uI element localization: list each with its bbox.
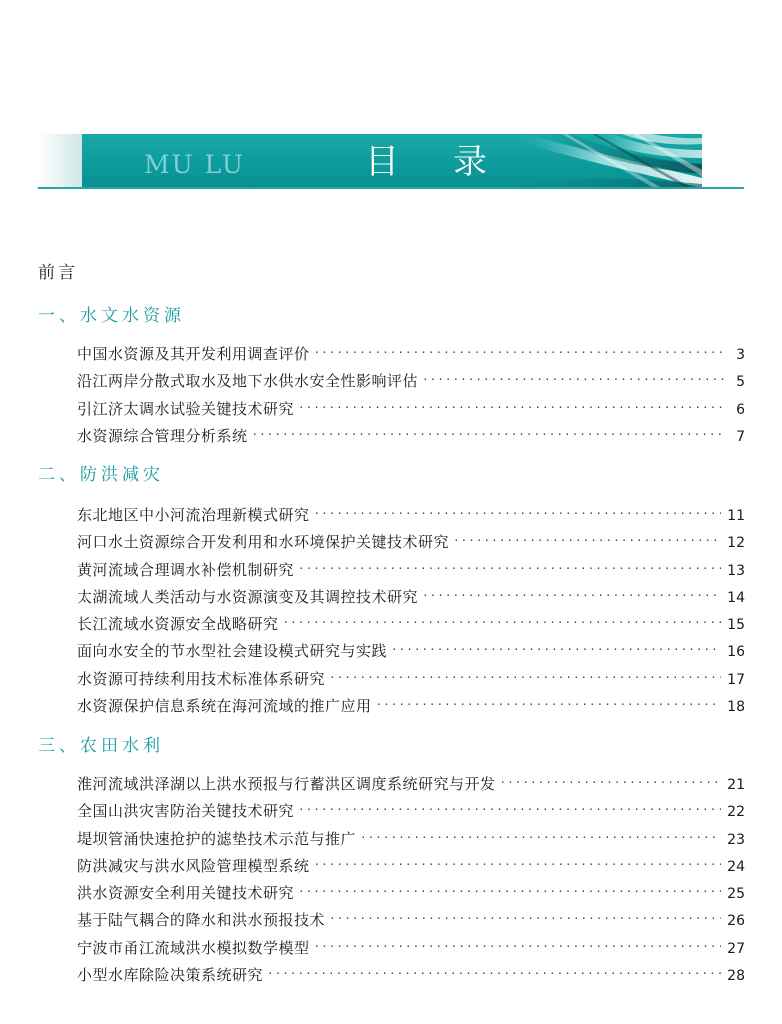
toc-entry-title: 水资源可持续利用技术标准体系研究: [77, 669, 326, 688]
toc-entry-page: 11: [727, 508, 745, 524]
toc-entry-page: 21: [727, 777, 745, 793]
toc-entry[interactable]: [77, 856, 745, 883]
dot-leader: [267, 964, 721, 984]
toc-entry[interactable]: [77, 829, 745, 856]
toc-entry-page: 12: [727, 535, 745, 552]
toc-entry-page: 6: [736, 401, 745, 418]
toc-entry[interactable]: [77, 371, 745, 398]
toc-header-banner: [38, 134, 744, 190]
dot-leader: [329, 909, 721, 929]
toc-entry[interactable]: [77, 399, 745, 426]
toc-entry[interactable]: [77, 883, 745, 910]
toc-entry-title: 基于陆气耦合的降水和洪水预报技术: [77, 911, 326, 930]
preface-label[interactable]: 前言: [38, 263, 78, 283]
water-wave-decoration-icon: [492, 134, 702, 188]
dot-leader: [298, 559, 721, 579]
dot-leader: [422, 586, 721, 606]
toc-entry-page: 18: [727, 699, 745, 716]
toc-entry[interactable]: [77, 532, 745, 559]
toc-entry[interactable]: [77, 641, 745, 668]
toc-entry[interactable]: [77, 614, 745, 641]
toc-entry-page: 22: [727, 804, 745, 821]
toc-list-hydrology: [77, 344, 745, 453]
toc-entry-page: 24: [727, 858, 745, 875]
dot-leader: [422, 370, 725, 390]
toc-entry-page: 15: [727, 617, 745, 634]
toc-entry[interactable]: [77, 910, 745, 937]
section-title-irrigation: 三、农田水利: [38, 736, 164, 756]
toc-entry[interactable]: [77, 669, 745, 696]
toc-entry-page: 7: [736, 428, 745, 445]
toc-entry-page: 27: [727, 940, 745, 957]
toc-entry-title: 太湖流域人类活动与水资源演变及其调控技术研究: [77, 587, 419, 606]
toc-entry-title: 淮河流域洪泽湖以上洪水预报与行蓄洪区调度系统研究与开发: [77, 775, 496, 793]
banner-bar: [82, 134, 702, 188]
dot-leader: [391, 640, 721, 660]
dot-leader: [314, 855, 722, 875]
toc-entry-title: 全国山洪灾害防治关键技术研究: [77, 802, 295, 821]
toc-entry[interactable]: [77, 801, 745, 828]
toc-entry-title: 中国水资源及其开发利用调查评价: [77, 345, 310, 363]
toc-entry-page: 3: [736, 347, 745, 363]
toc-entry-title: 河口水土资源综合开发利用和水环境保护关键技术研究: [77, 533, 450, 552]
dot-leader: [314, 343, 725, 363]
toc-entry-page: 25: [727, 886, 745, 903]
dot-leader: [314, 504, 722, 524]
banner-title-chinese: 目录: [365, 142, 541, 182]
toc-entry[interactable]: [77, 560, 745, 587]
dot-leader: [376, 695, 722, 715]
dot-leader: [298, 398, 725, 418]
toc-entry-title: 小型水库除险决策系统研究: [77, 966, 264, 985]
toc-entry[interactable]: [77, 344, 745, 371]
toc-entry-title: 黄河流域合理调水补偿机制研究: [77, 560, 295, 579]
dot-leader: [283, 613, 722, 633]
toc-entry[interactable]: [77, 965, 745, 992]
dot-leader: [360, 828, 721, 848]
toc-entry-page: 13: [727, 562, 745, 579]
toc-entry[interactable]: [77, 774, 745, 801]
toc-entry-title: 防洪减灾与洪水风险管理模型系统: [77, 856, 310, 875]
toc-entry-title: 面向水安全的节水型社会建设模式研究与实践: [77, 642, 388, 661]
toc-entry[interactable]: [77, 587, 745, 614]
toc-entry[interactable]: [77, 938, 745, 965]
dot-leader: [252, 425, 725, 445]
toc-entry-title: 堤坝管涌快速抢护的滤垫技术示范与推广: [77, 829, 357, 848]
toc-entry-page: 23: [727, 831, 745, 848]
toc-entry-page: 26: [727, 913, 745, 930]
toc-entry-title: 水资源保护信息系统在海河流域的推广应用: [77, 697, 372, 716]
toc-entry-title: 沿江两岸分散式取水及地下水供水安全性影响评估: [77, 372, 419, 391]
section-title-hydrology: 一、水文水资源: [38, 306, 185, 326]
section-title-flood-control: 二、防洪减灾: [38, 465, 164, 485]
toc-list-flood-control: [77, 505, 745, 723]
toc-entry-page: 5: [736, 374, 745, 391]
toc-entry-title: 宁波市甬江流域洪水模拟数学模型: [77, 938, 310, 957]
toc-entry-page: 28: [727, 968, 745, 985]
toc-entry-page: 14: [727, 589, 745, 606]
dot-leader: [298, 882, 721, 902]
toc-entry-title: 洪水资源安全利用关键技术研究: [77, 884, 295, 903]
dot-leader: [500, 773, 722, 793]
dot-leader: [329, 668, 721, 688]
toc-entry[interactable]: [77, 505, 745, 532]
dot-leader: [298, 800, 721, 820]
toc-entry-title: 水资源综合管理分析系统: [77, 426, 248, 445]
dot-leader: [453, 531, 721, 551]
toc-entry-title: 长江流域水资源安全战略研究: [77, 615, 279, 634]
toc-entry-title: 引江济太调水试验关键技术研究: [77, 399, 295, 418]
toc-entry-title: 东北地区中小河流治理新模式研究: [77, 506, 310, 524]
toc-entry-page: 17: [727, 671, 745, 688]
dot-leader: [314, 937, 722, 957]
banner-fade: [38, 134, 82, 188]
toc-entry[interactable]: [77, 696, 745, 723]
banner-underline: [38, 187, 744, 189]
banner-title-pinyin: MU LU: [144, 150, 245, 179]
toc-entry-page: 16: [727, 644, 745, 661]
toc-list-irrigation: [77, 774, 745, 992]
toc-entry[interactable]: [77, 426, 745, 453]
